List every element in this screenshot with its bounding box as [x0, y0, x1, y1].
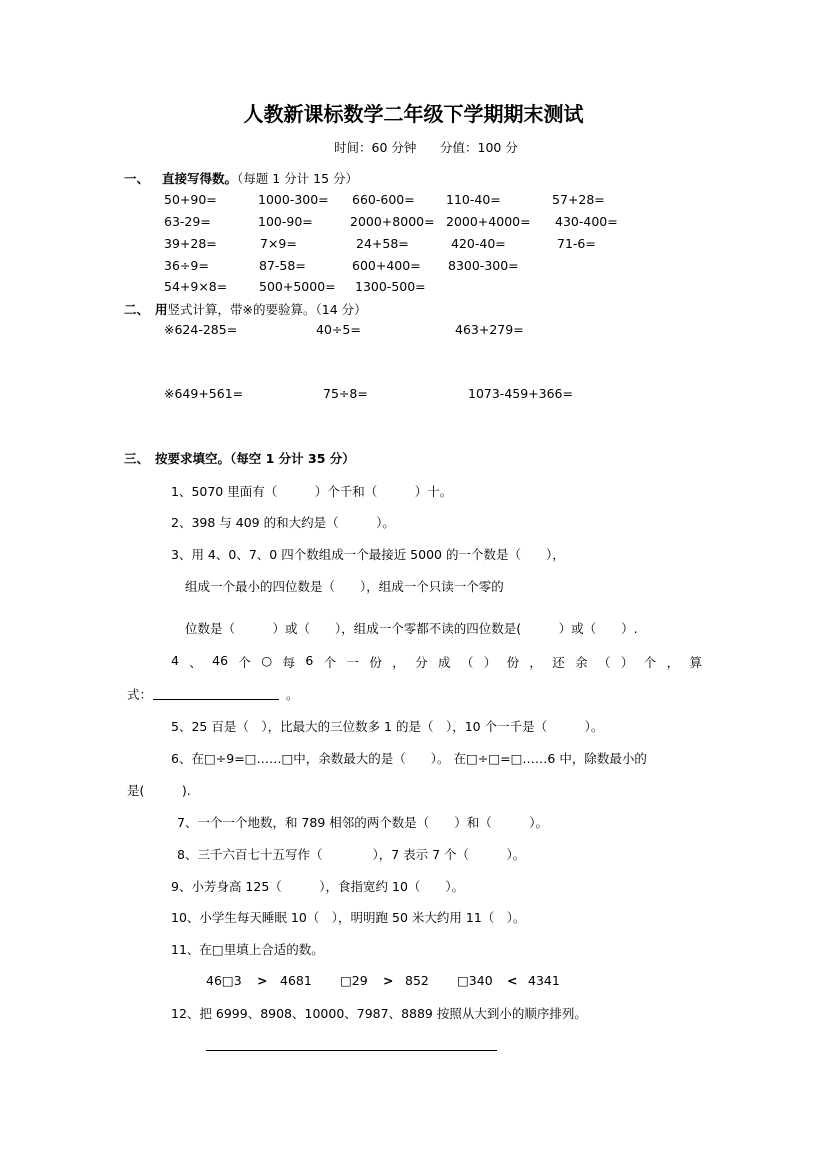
q4-token: 还 [552, 655, 565, 670]
calc-item: 50+90= [164, 192, 217, 207]
calc-item: 24+58= [356, 236, 409, 251]
compare-operator: < [507, 973, 518, 988]
time-limit: 时间：60 分钟 [334, 140, 417, 155]
calc-item: 1000-300= [258, 192, 329, 207]
section1-heading [162, 169, 358, 187]
vertical-calc-item: ※649+561= [164, 386, 244, 401]
q4-token: 份 [506, 655, 520, 670]
q4-token: 算 [689, 655, 702, 670]
q4-token: 份 [369, 655, 382, 670]
calc-item: 600+400= [352, 258, 421, 273]
section2-heading [155, 300, 367, 318]
q4-token: ） [620, 655, 634, 670]
answer-underline [206, 1050, 497, 1051]
q4-token: 个 [238, 655, 251, 670]
answer-underline [153, 699, 279, 700]
compare-operator: > [257, 973, 268, 988]
question-3-line2: 组成一个最小的四位数是（ ），组成一个只读一个零的 [185, 579, 504, 594]
calc-item: 100-90= [258, 214, 313, 229]
calc-item: 36÷9= [164, 258, 209, 273]
question-11: 11、在□里填上合适的数。 [171, 942, 324, 957]
vertical-calc-item: 40÷5= [316, 322, 361, 337]
q4-token: 个 [643, 655, 657, 670]
question-3-line1: 3、用 4、0、7、0 四个数组成一个最接近 5000 的一个数是（ ）， [171, 547, 565, 562]
compare-left: □29 [340, 973, 368, 988]
section3-heading: 按要求填空。（每空 1 分计 35 分） [155, 451, 355, 466]
calc-item: 660-600= [352, 192, 415, 207]
compare-right: 852 [405, 973, 429, 988]
q4-token: ， [666, 655, 680, 670]
vertical-calc-item: 75÷8= [323, 386, 368, 401]
compare-left: □340 [457, 973, 493, 988]
calc-item: 87-58= [259, 258, 306, 273]
calc-item: 430-400= [555, 214, 618, 229]
question-9: 9、小芳身高 125（ ），食指宽约 10（ ）。 [171, 879, 465, 894]
calc-item: 110-40= [446, 192, 501, 207]
calc-item: 7×9= [260, 236, 297, 251]
q4-token: 个 [323, 655, 337, 670]
q4-token: ， [529, 655, 542, 670]
question-2: 2、398 与 409 的和大约是（ ）。 [171, 515, 395, 530]
calc-item: 1300-500= [355, 279, 426, 294]
calc-item: 500+5000= [259, 279, 336, 294]
calc-item: 63-29= [164, 214, 211, 229]
section3-number: 三、 [124, 451, 150, 466]
q4-token: （ [598, 655, 611, 670]
section1-note: （每题 1 分计 15 分） [237, 171, 359, 186]
section2-heading-text: 竖式计算，带※的要验算。（14 分） [167, 302, 367, 317]
section1-heading-text: 直接写得数。 [162, 171, 238, 186]
q4-token: 每 [282, 655, 296, 670]
question-4-end: 。 [286, 687, 299, 702]
calc-item: 8300-300= [448, 258, 519, 273]
section1-number: 一、 [124, 171, 150, 186]
q4-token: ， [392, 655, 405, 670]
calc-item: 420-40= [451, 236, 506, 251]
q4-token: 余 [575, 655, 588, 670]
compare-right: 4681 [280, 973, 312, 988]
calc-item: 2000+4000= [446, 214, 531, 229]
question-3-line3: 位数是（ ）或（ ），组成一个零都不读的四位数是( ）或（ ）. [185, 621, 638, 636]
calc-item: 39+28= [164, 236, 217, 251]
q4-token: 成 [437, 655, 451, 670]
question-12: 12、把 6999、8908、10000、7987、8889 按照从大到小的顺序排列。 [171, 1006, 587, 1021]
question-10: 10、小学生每天睡眠 10（ ），明明跑 50 米大约用 11（ ）。 [171, 910, 526, 925]
q4-token: （ [460, 655, 474, 670]
calc-item: 71-6= [557, 236, 596, 251]
q4-token: 一 [346, 655, 360, 670]
q4-token: 4 [171, 653, 179, 668]
question-1: 1、5070 里面有（ ）个千和（ ）十。 [171, 484, 453, 499]
compare-operator: > [383, 973, 394, 988]
question-5: 5、25 百是（ ），比最大的三位数多 1 的是（ ），10 个一千是（ ）。 [171, 719, 604, 734]
question-4-line1 [171, 653, 702, 671]
page-title: 人教新课标数学二年级下学期期末测试 [243, 102, 584, 126]
section2-number: 二、 [124, 302, 150, 317]
calc-item: 2000+8000= [350, 214, 435, 229]
question-8: 8、三千六百七十五写作（ ），7 表示 7 个（ ）。 [177, 847, 526, 862]
q4-token: 6 [305, 653, 314, 668]
question-4-line2: 式： [127, 687, 153, 702]
calc-item: 57+28= [552, 192, 605, 207]
q4-token: 46 [212, 653, 229, 668]
vertical-calc-item: 1073-459+366= [468, 386, 573, 401]
q4-token: 分 [415, 655, 428, 670]
compare-left: 46□3 [206, 973, 242, 988]
section2-heading-bold: 用 [155, 302, 168, 317]
total-score: 分值：100 分 [440, 140, 518, 155]
q4-token: ○ [261, 653, 273, 668]
vertical-calc-item: 463+279= [455, 322, 524, 337]
vertical-calc-item: ※624-285= [164, 322, 238, 337]
compare-right: 4341 [528, 973, 560, 988]
calc-item: 54+9×8= [164, 279, 228, 294]
q4-token: 、 [189, 655, 202, 670]
question-7: 7、一个一个地数，和 789 相邻的两个数是（ ）和（ ）。 [177, 815, 549, 830]
q4-token: ） [483, 655, 497, 670]
question-6-line2: 是( ). [127, 783, 191, 798]
question-6-line1: 6、在□÷9=□……□中，余数最大的是（ ）。 在□÷□=□……6 中，除数最小的 [171, 751, 647, 766]
